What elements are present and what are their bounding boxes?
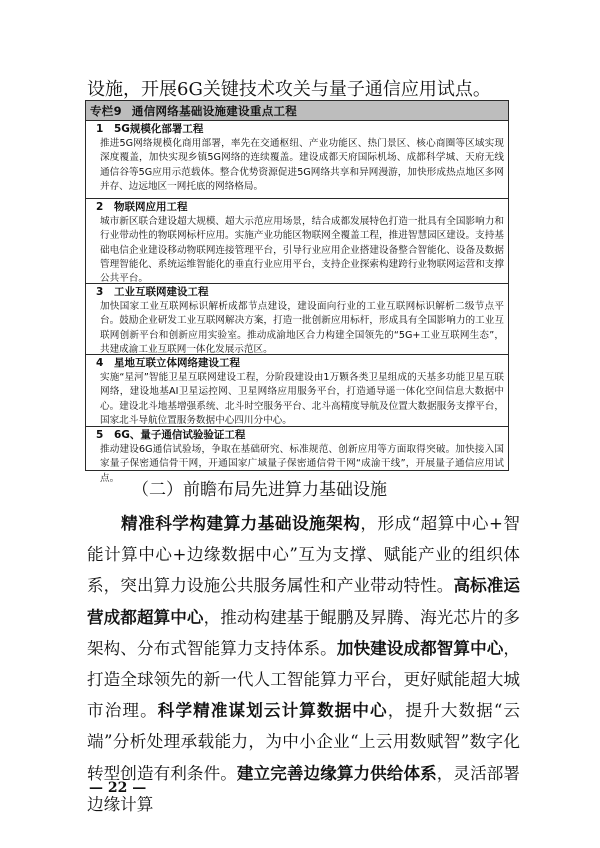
item-number: 1 xyxy=(96,123,104,135)
item-body: 城市新区联合建设超大规模、超大示范应用场景，结合成都发展特色打造一批具有全国影响力和行业带动性的物联网标杆应用。实施产业功能区物联网全覆盖工程，推进智慧园区建设。支持基础电信企业建设移动物联网连接管理平台，引导行业应用企业搭建设备整合智能化、设备及数据管理智能化、系统运维智能化的垂直行业应用平台，支持企业探索构建跨行业物联网运营和支撑公共平台。 xyxy=(100,216,504,285)
bold-phrase: 高标准运营成都超算中心 xyxy=(87,575,520,627)
box-item-satellite-network xyxy=(86,355,508,427)
bold-phrase: 加快建设成都智算中心 xyxy=(336,637,504,658)
box-header xyxy=(86,101,508,121)
lead-paragraph: 设施，开展6G关键技术攻关与量子通信应用试点。 xyxy=(87,79,491,100)
item-title xyxy=(96,357,504,370)
item-title xyxy=(96,201,504,214)
paragraph-text: ，灵活部署边缘计算 xyxy=(87,763,520,814)
item-title-text: 6G、量子通信试验验证工程 xyxy=(114,429,246,441)
box-item-iot xyxy=(86,199,508,284)
box-tag: 专栏9 xyxy=(90,104,122,118)
item-title-text: 工业互联网建设工程 xyxy=(114,286,209,298)
item-title xyxy=(96,123,504,136)
item-title-text: 5G规模化部署工程 xyxy=(114,123,204,135)
paragraph-text: ，推动构建基于鲲鹏及昇腾、海光芯片的多架构、分布式智能算力支持体系。 xyxy=(87,607,520,658)
bold-phrase: 科学精准谋划云计算数据中心 xyxy=(157,700,388,721)
bold-phrase: 建立完善边缘算力供给体系 xyxy=(236,762,437,783)
item-title xyxy=(96,286,504,299)
body-paragraph xyxy=(87,508,520,820)
item-body: 推进5G网络规模化商用部署，率先在交通枢纽、产业功能区、热门景区、核心商圈等区域实现深度覆盖，加快实现乡镇5G网络的连续覆盖。建设成都天府国际机场、成都科学城、天府无线通信谷等5G应用示范载体。整合优势资源促进5G网络共享和异网漫游，加快形成热点地区多网并存、边远地区一网托底的网络格局。 xyxy=(100,138,504,192)
item-number: 2 xyxy=(96,201,104,213)
box-item-5g xyxy=(86,121,508,199)
section-heading: （二）前瞻布局先进算力基础设施 xyxy=(132,480,387,500)
item-number: 5 xyxy=(96,429,104,441)
item-title-text: 物联网应用工程 xyxy=(114,201,188,213)
item-body: 推动建设6G通信试验场，争取在基础研究、标准规范、创新应用等方面取得突破。加快接入国家量子保密通信骨干网，开通国家广域量子保密通信骨干网“成渝干线”，开展量子通信应用试点。 xyxy=(100,444,504,484)
item-body: 加快国家工业互联网标识解析成都节点建设，建设面向行业的工业互联网标识解析二级节点平台。鼓励企业研发工业互联网解决方案，打造一批创新应用标杆，形成具有全国影响力的工业互联网创新平台和创新应用实验室。推动成渝地区合力构建全国领先的“5G+工业互联网生态”，共建成渝工业互联网一体化发展示范区。 xyxy=(100,301,504,355)
bold-phrase: 精准科学构建算力基础设施架构 xyxy=(121,513,361,533)
paragraph-text: ，形成“超算中心+智能计算中心+边缘数据中心”互为支撑、赋能产业的组织体系，突出算力设施公共服务属性和产业带动特性。 xyxy=(87,514,520,596)
item-title-text: 星地互联立体网络建设工程 xyxy=(114,357,240,369)
item-number: 4 xyxy=(96,357,104,369)
feature-column-box xyxy=(85,100,509,484)
box-item-industrial-internet xyxy=(86,284,508,355)
item-number: 3 xyxy=(96,286,104,298)
page-number: — 22 — xyxy=(89,780,147,796)
paragraph-text: ，打造全球领先的新一代人工智能算力平台，更好赋能超大城市治理。 xyxy=(87,638,520,721)
box-title: 通信网络基础设施建设重点工程 xyxy=(131,104,298,118)
paragraph-text: ，提升大数据“云端”分析处理承载能力，为中小企业“上云用数赋智”数字化转型创造有利条件。 xyxy=(87,701,521,783)
item-title xyxy=(96,429,504,442)
item-body: 实施“星河”智能卫星互联网建设工程，分阶段建设由1万颗各类卫星组成的天基多功能卫星互联网络，建设地基AI卫星运控网、卫星网络应用服务平台，打造通导遥一体化空间信息大数据中心。建设北斗地基增强系统、北斗时空服务平台、北斗高精度导航及位置大数据服务支撑平台，国家北斗导航位置服务数据中心四川分中心。 xyxy=(100,372,504,426)
